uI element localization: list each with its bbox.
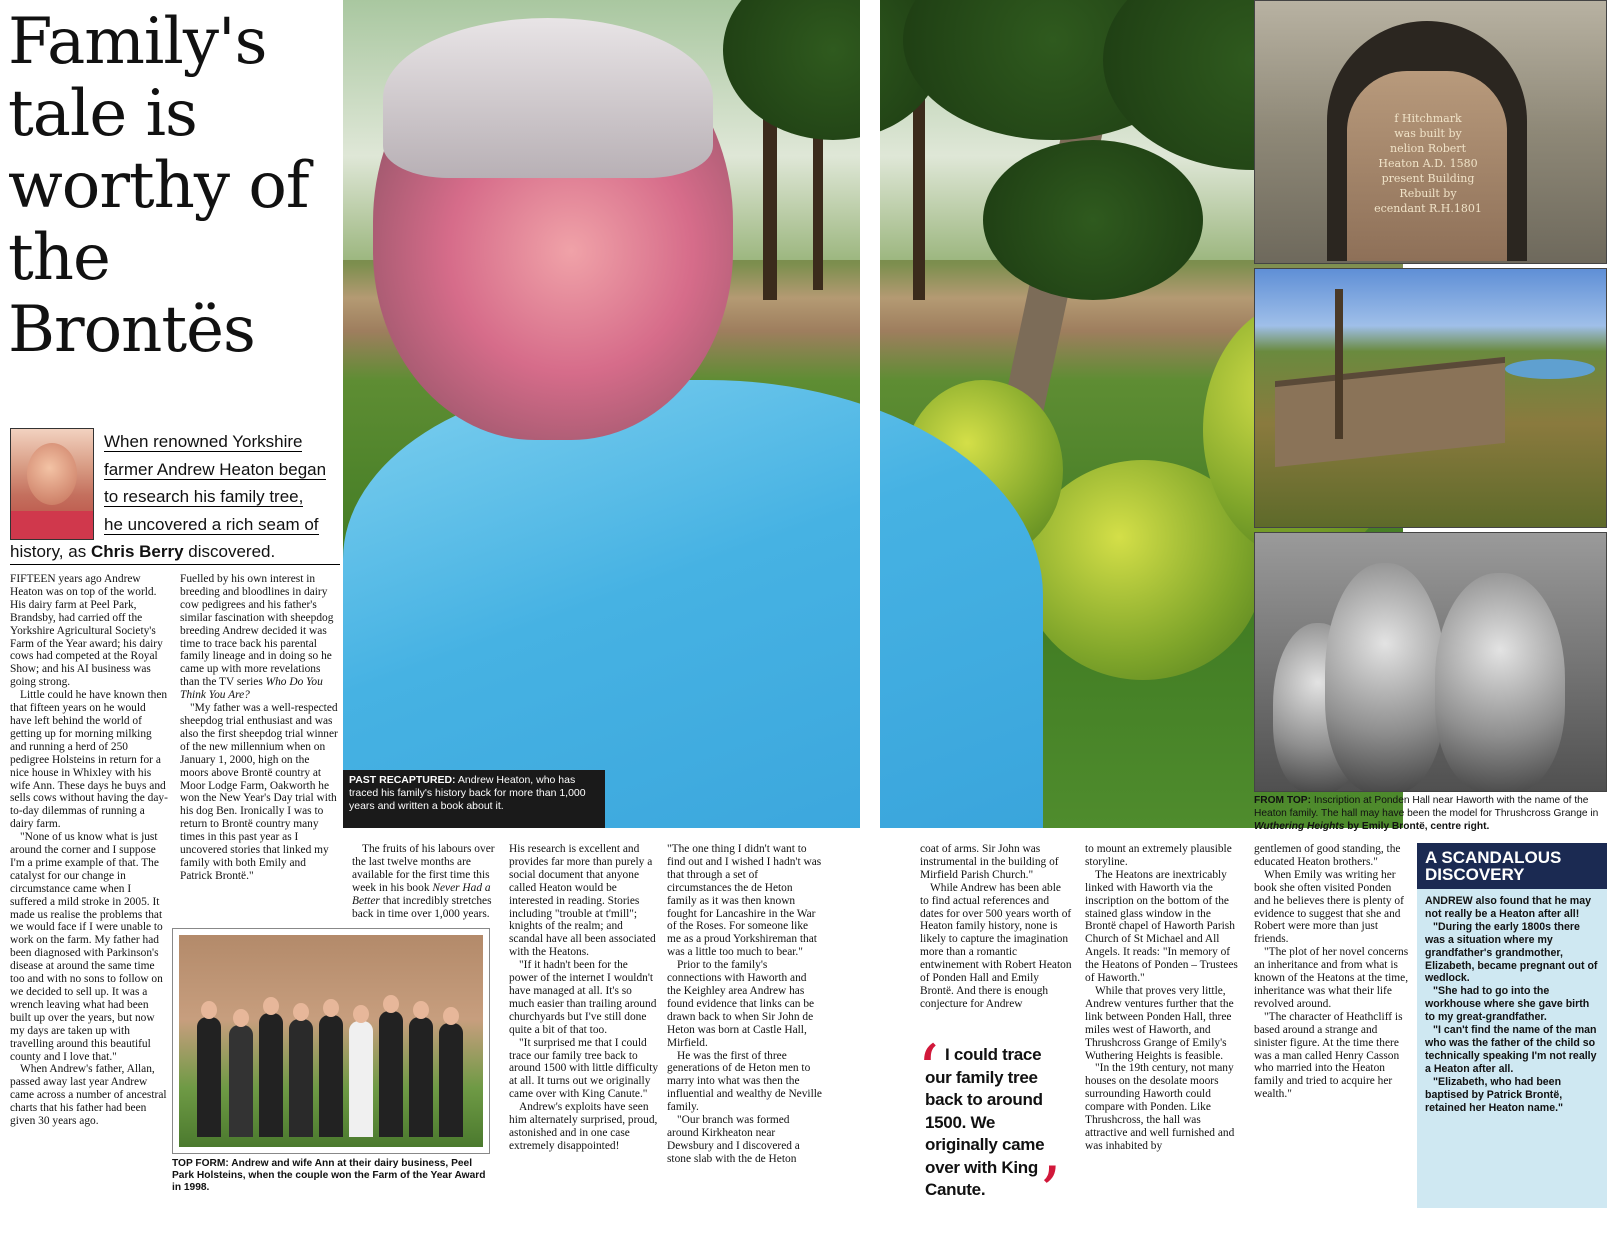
body-column-5: "The one thing I didn't want to find out and I wished I hadn't was that through a set of circumstances the de Heton family as it was then known fought for Lancashire in the War of the Roses. For someone like me as a proud Yorkshireman that was a little too much to bear." Prior to the family's connections with Haworth and the Keighley area Andrew has found evidence that links can be drawn back to when Sir John de Heton was born at Castle Hall, Mirfield. He was the first of three generations of de Heton men to marry into what was then the influential and wealthy de Neville family. "Our branch was formed around Kirkheaton near Dewsbury and I discovered a stone slab with the de Heton <box>667 843 822 1165</box>
scandalous-discovery-sidebar <box>1417 843 1607 1208</box>
sidebar-title: A SCANDALOUS DISCOVERY <box>1417 843 1607 889</box>
inscription-photo <box>1254 0 1607 264</box>
body-column-3: The fruits of his labours over the last twelve months are available for the first time this week in his book Never Had a Better that incredibly stretches back in time over 1,000 years. <box>352 843 495 920</box>
standfirst-tail: history, as Chris Berry discovered. <box>10 540 340 565</box>
open-quote-mark: ‘ <box>917 1030 940 1112</box>
body-column-4: His research is excellent and provides far more than purely a social document that anyone called Heaton would be interested in reading. Stories including "trouble at t'mill"; knights of the realm; and scandal have all been associated with the Heatons. "If it hadn't been for the power of the internet I wouldn't have managed at all. It's so much easier than trailing around churchyards but I've still done quite a bit of that too. "It surprised me that I could trace our family tree back to around 1500 with little difficulty at all. It turns out we originally came over with King Canute." Andrew's exploits have seen him alternately surprised, proud, astonished and in one case extremely disappointed! <box>509 843 659 1152</box>
pull-quote: ‘ I could trace our family tree back to around 1500. We originally came over with King Canute. ’ <box>917 1030 1062 1234</box>
plaque-inscription: f Hitchmark was built by nelion Robert Heaton A.D. 1580 present Building Rebuilt by ecendant R.H.1801 <box>1374 112 1482 215</box>
side-photos-caption: FROM TOP: Inscription at Ponden Hall near Haworth with the name of the Heaton family. The hall may have been the model for Thrushcross Grange in Wuthering Heights by Emily Brontë, centre right. <box>1254 795 1599 832</box>
bronte-sisters-painting <box>1254 532 1607 792</box>
sidebar-body: ANDREW also found that he may not really be a Heaton after all! "During the early 1800s there was a situation where my grandfather's grandmother, Elizabeth, became pregnant out of wedlock. "She had to go into the workhouse where she gave birth to my great-grandfather. "I can't find the name of the man who was the father of the child so technically speaking I'm not really a Heaton after all. "Elizabeth, who had been baptised by Patrick Brontë, retained her Heaton name." <box>1425 895 1598 1114</box>
standfirst <box>10 428 340 568</box>
body-column-1: FIFTEEN years ago Andrew Heaton was on top of the world. His dairy farm at Peel Park, Brandsby, had carried off the Yorkshire Agricultural Society's Farm of the Year award; his dairy cows had competed at the Royal Show; and his AI business was going strong. Little could he have known then that fifteen years on he would have left behind the world of getting up for morning milking and running a herd of 250 pedigree Holsteins in return for a nice house in Whixley with his wife Ann. These days he buys and sells cows without having the day-to-day dilemmas of running a dairy farm. "None of us know what is just around the corner and I suppose I'm a prime example of that. The catalyst for our change in circumstance came when I suffered a mild stroke in 2005. It made us realise the problems that we would face if I were unable to work on the farm. My father had been diagnosed with Parkinson's disease at around the same time too and with no sons to follow on we decided to sell up. It was a wrench leaving what had been built up over the years, but now my days are taken up with travelling around this beautiful county and I love that." When Andrew's father, Allan, passed away last year Andrew came across a number of ancestral charts that his father had been given 30 years ago. <box>10 573 168 1128</box>
close-quote-mark: ’ <box>1039 1152 1062 1234</box>
main-photo <box>343 0 1403 828</box>
headline: Family's tale is worthy of the Brontës <box>8 5 309 367</box>
author-mugshot-photo <box>10 428 94 540</box>
body-column-7: to mount an extremely plausible storyline. The Heatons are inextricably linked with Haworth via the inscription on the bottom of the stained glass window in the Brontë chapel of Haworth Parish Church of St Michael and All Angels. It reads: "In memory of the Heatons of Ponden – Trustees of Haworth." While that proves very little, Andrew ventures further that the link between Ponden Hall, three miles west of Haworth, and Thrushcross Grange of Emily's Wuthering Heights is feasible. "In the 19th century, not many houses on the desolate moors surrounding Haworth could compare with Ponden. Like Thrushcross, the hall was attractive and well furnished and was inhabited by <box>1085 843 1238 1152</box>
man-shirt <box>343 380 1043 828</box>
farm-photo-caption: TOP FORM: Andrew and wife Ann at their dairy business, Peel Park Holsteins, when the couple won the Farm of the Year Award in 1998. <box>172 1158 486 1193</box>
farm-award-photo <box>172 928 490 1154</box>
body-column-8: gentlemen of good standing, the educated Heaton brothers." When Emily was writing her book she often visited Ponden and he believes there is plenty of evidence to suggest that she and Robert were more than just friends. "The plot of her novel concerns an inheritance and from what is known of the Heatons at the time, inheritance was what their life revolved around. "The character of Heathcliff is based around a strange and sinister figure. At the time there was a man called Henry Casson who married into the Heaton family and tried to acquire her wealth." <box>1254 843 1409 1101</box>
body-column-2: Fuelled by his own interest in breeding and bloodlines in dairy cow pedigrees and his father's similar fascination with sheepdog breeding Andrew decided it was time to trace back his parental family lineage and in doing so he came up with more revelations than the TV series Who Do You Think You Are? "My father was a well-respected sheepdog trial enthusiast and was also the first sheepdog trial winner of the new millennium when on January 1, 2000, high on the moors above Brontë country at Moor Lodge Farm, Oakworth he won the New Year's Day trial with his dog Ben. Ironically I was to return to Brontë country many times in this past year as I uncovered stories that linked my family with both Emily and Patrick Brontë." <box>180 573 338 882</box>
ponden-hall-photo <box>1254 268 1607 528</box>
body-column-6: coat of arms. Sir John was instrumental in the building of Mirfield Parish Church." While Andrew has been able to find actual references and dates for over 500 years worth of Heaton family history, none is likely to capture the imagination more than a romantic entwinement with Robert Heaton of Ponden Hall and Emily Brontë. And there is enough conjecture for Andrew <box>920 843 1072 1010</box>
standfirst-lead: When renowned Yorkshire farmer Andrew Heaton began to research his family tree, he uncovered a rich seam of <box>104 432 327 534</box>
byline-author: Chris Berry <box>90 542 184 561</box>
main-photo-caption: PAST RECAPTURED: Andrew Heaton, who has traced his family's history back for more than 1,000 years and written a book about it. <box>343 770 605 828</box>
